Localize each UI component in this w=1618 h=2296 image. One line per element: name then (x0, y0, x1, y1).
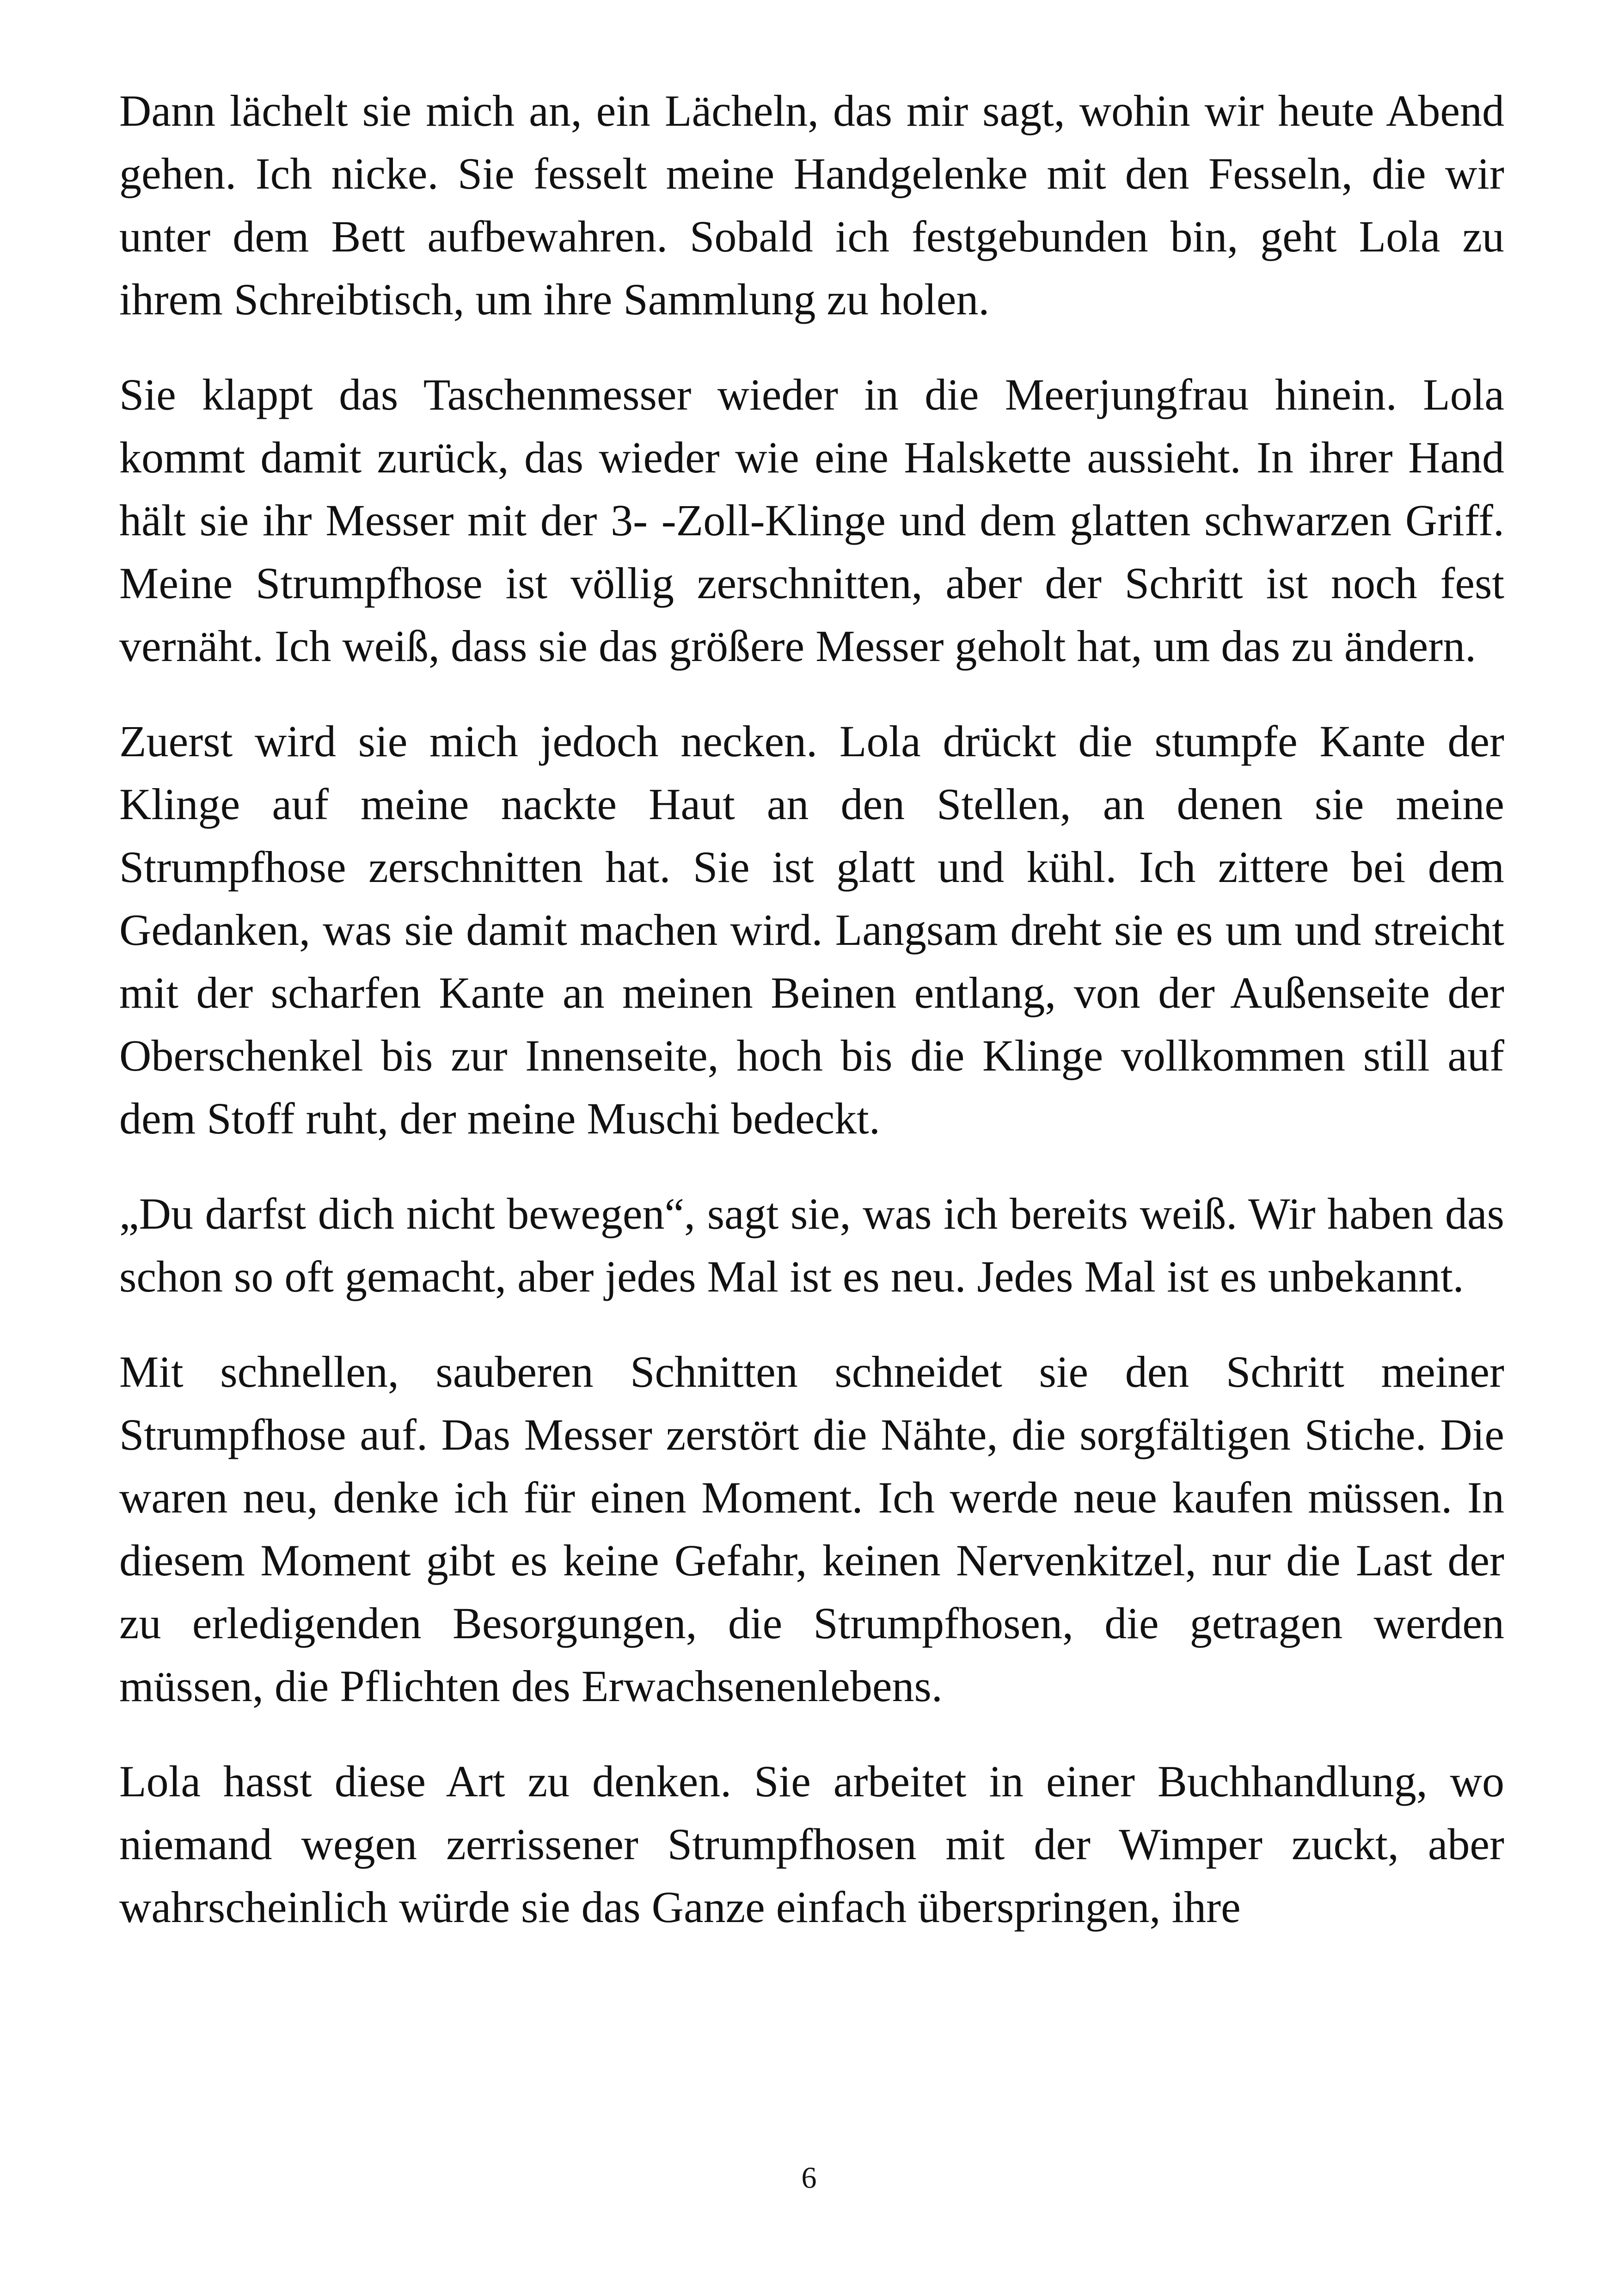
body-text (119, 80, 1504, 1971)
paragraph-1: Dann lächelt sie mich an, ein Lächeln, das mir sagt, wohin wir heute Abend gehen. Ich nicke. Sie fesselt meine Handgelenke mit den Fesseln, die wir unter dem Bett aufbewahren. Sobald ich festgebunden bin, geht Lola zu ihrem Schreibtisch, um ihre Sammlung zu holen. (119, 86, 1504, 324)
paragraph-6: Lola hasst diese Art zu denken. Sie arbeitet in einer Buchhandlung, wo niemand wegen zerrissener Strumpfhosen mit der Wimper zuckt, aber wahrscheinlich würde sie das Ganze einfach überspringen, ihre (119, 1757, 1504, 1932)
paragraph-4: „Du darfst dich nicht bewegen“, sagt sie, was ich bereits weiß. Wir haben das schon so oft gemacht, aber jedes Mal ist es neu. Jedes Mal ist es unbekannt. (119, 1189, 1504, 1301)
page-number: 6 (801, 2161, 817, 2195)
paragraph-5: Mit schnellen, sauberen Schnitten schneidet sie den Schritt meiner Strumpfhose auf. Das Messer zerstört die Nähte, die sorgfältigen Stiche. Die waren neu, denke ich für einen Moment. Ich werde neue kaufen müssen. In diesem Moment gibt es keine Gefahr, keinen Nervenkitzel, nur die Last der zu erledigenden Besorgungen, die Strumpfhosen, die getragen werden müssen, die Pflichten des Erwachsenenlebens. (119, 1347, 1504, 1711)
paragraph-2: Sie klappt das Taschenmesser wieder in die Meerjungfrau hinein. Lola kommt damit zurück, das wieder wie eine Halskette aussieht. In ihrer Hand hält sie ihr Messer mit der 3- -Zoll-Klinge und dem glatten schwarzen Griff. Meine Strumpfhose ist völlig zerschnitten, aber der Schritt ist noch fest vernäht. Ich weiß, dass sie das größere Messer geholt hat, um das zu ändern. (119, 370, 1504, 671)
paragraph-3: Zuerst wird sie mich jedoch necken. Lola drückt die stumpfe Kante der Klinge auf meine nackte Haut an den Stellen, an denen sie meine Strumpfhose zerschnitten hat. Sie ist glatt und kühl. Ich zittere bei dem Gedanken, was sie damit machen wird. Langsam dreht sie es um und streicht mit der scharfen Kante an meinen Beinen entlang, von der Außenseite der Oberschenkel bis zur Innenseite, hoch bis die Klinge vollkommen still auf dem Stoff ruht, der meine Muschi bedeckt. (119, 716, 1504, 1143)
